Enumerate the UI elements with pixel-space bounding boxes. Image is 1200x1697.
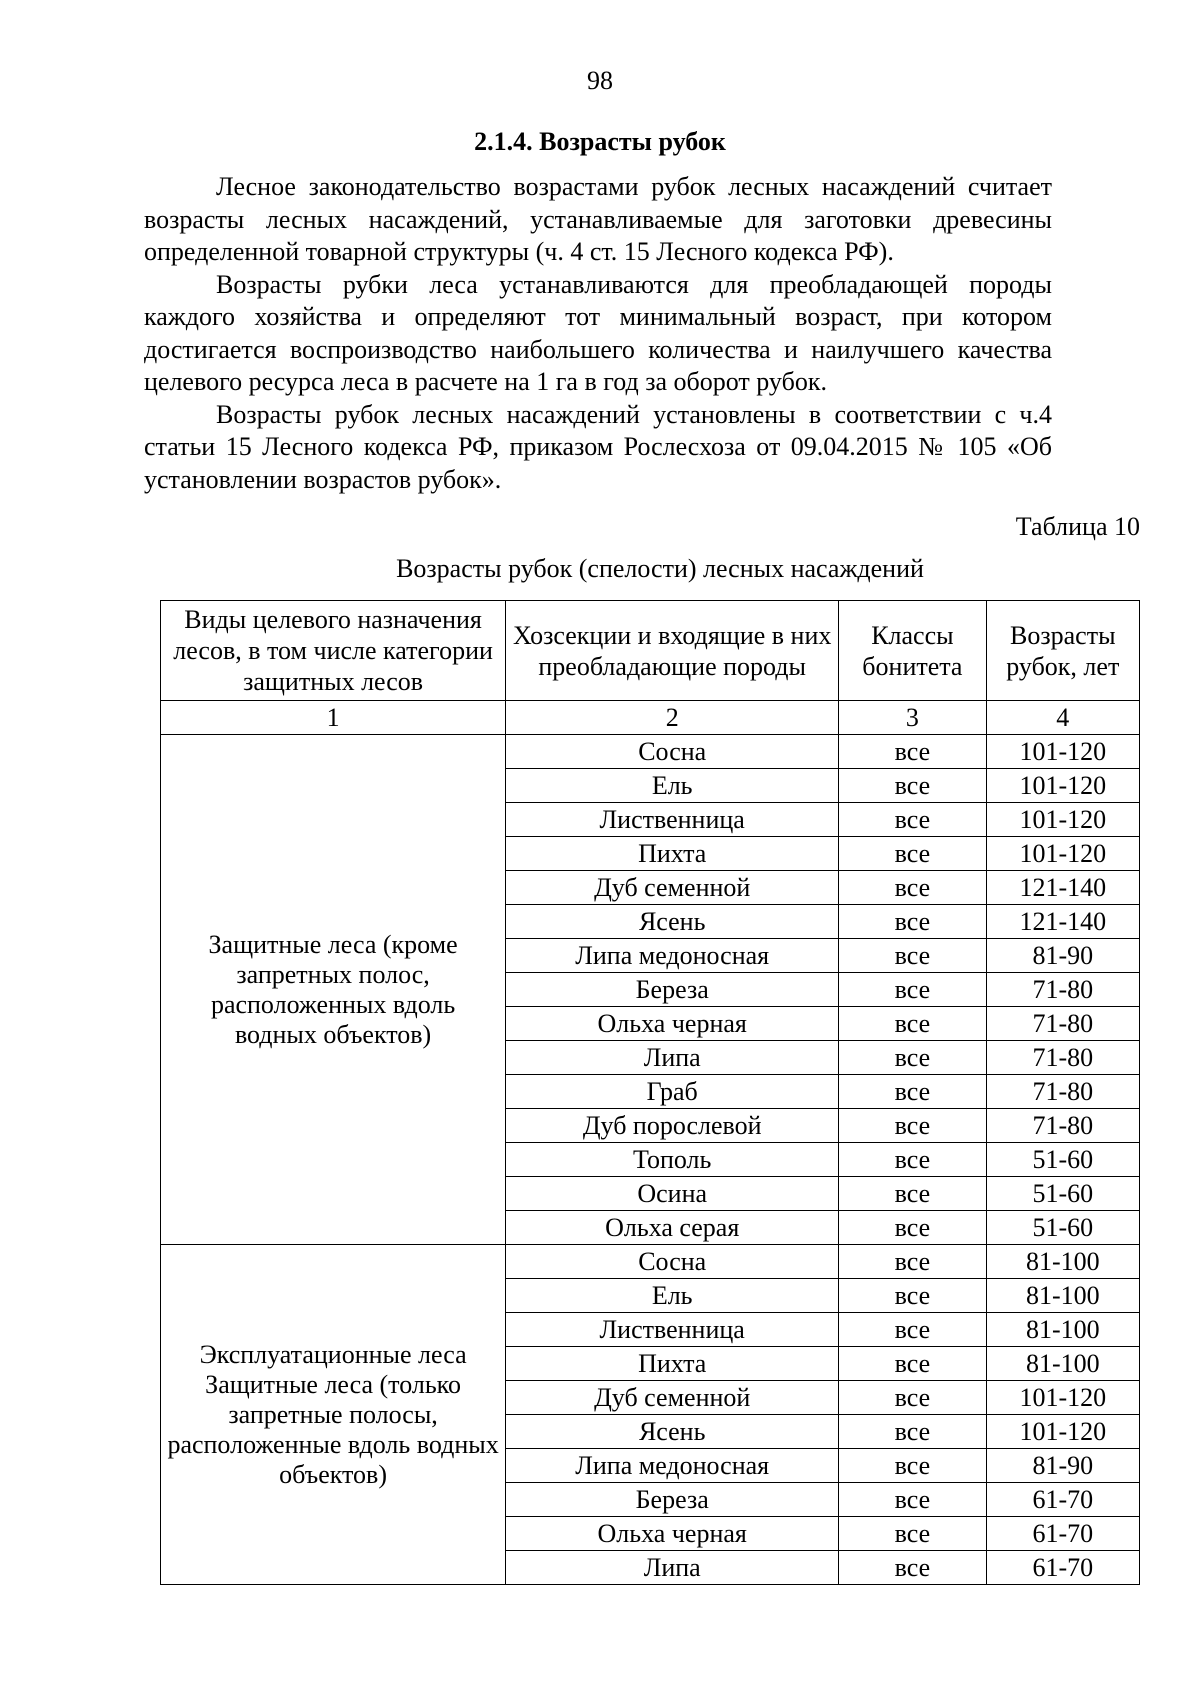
cutting-age-cell: 101-120 [986,1415,1139,1449]
site-class-cell: все [839,1007,986,1041]
header-species: Хозсекции и входящие в них преобладающие породы [506,601,839,701]
body-text [144,171,1052,496]
site-class-cell: все [839,1211,986,1245]
cutting-age-cell: 101-120 [986,769,1139,803]
species-cell: Пихта [506,1347,839,1381]
cutting-age-cell: 51-60 [986,1143,1139,1177]
paragraph-2: Возрасты рубки леса устанавливаются для преобладающей породы каждого хозяйства и определяют тот минимальный возраст, при котором достигается воспроизводство наибольшего количества и наилучшего качества целевого ресурса леса в расчете на 1 га в год за оборот рубок. [144,269,1052,396]
table-body [161,735,1140,1585]
cutting-age-cell: 51-60 [986,1177,1139,1211]
cutting-age-cell: 101-120 [986,803,1139,837]
species-cell: Дуб семенной [506,1381,839,1415]
site-class-cell: все [839,871,986,905]
column-number: 2 [506,701,839,735]
column-number: 4 [986,701,1139,735]
species-cell: Граб [506,1075,839,1109]
cutting-age-cell: 71-80 [986,1041,1139,1075]
species-cell: Дуб порослевой [506,1109,839,1143]
column-number: 3 [839,701,986,735]
species-cell: Береза [506,1483,839,1517]
cutting-age-cell: 121-140 [986,905,1139,939]
page-number: 98 [587,66,613,95]
cutting-age-cell: 61-70 [986,1551,1139,1585]
cutting-age-cell: 71-80 [986,973,1139,1007]
site-class-cell: все [839,1551,986,1585]
site-class-cell: все [839,1075,986,1109]
site-class-cell: все [839,1313,986,1347]
cutting-age-table [160,600,1140,1585]
species-cell: Лиственница [506,1313,839,1347]
site-class-cell: все [839,1041,986,1075]
species-cell: Ольха серая [506,1211,839,1245]
table-column-numbers-row [161,701,1140,735]
header-forest-purpose: Виды целевого назначения лесов, в том числе категории защитных лесов [161,601,506,701]
species-cell: Осина [506,1177,839,1211]
cutting-age-cell: 81-100 [986,1279,1139,1313]
cutting-age-cell: 61-70 [986,1517,1139,1551]
site-class-cell: все [839,1177,986,1211]
site-class-cell: все [839,769,986,803]
species-cell: Ель [506,1279,839,1313]
cutting-age-cell: 71-80 [986,1075,1139,1109]
site-class-cell: все [839,735,986,769]
section-title: 2.1.4. Возрасты рубок [474,127,726,156]
site-class-cell: все [839,1109,986,1143]
site-class-cell: все [839,1381,986,1415]
cutting-age-cell: 101-120 [986,837,1139,871]
site-class-cell: все [839,939,986,973]
cutting-age-cell: 81-90 [986,1449,1139,1483]
species-cell: Ольха черная [506,1517,839,1551]
cutting-age-cell: 101-120 [986,1381,1139,1415]
species-cell: Липа [506,1041,839,1075]
cutting-age-cell: 61-70 [986,1483,1139,1517]
site-class-cell: все [839,1143,986,1177]
species-cell: Ясень [506,905,839,939]
cutting-age-cell: 71-80 [986,1109,1139,1143]
table-header-row [161,601,1140,701]
cutting-age-cell: 81-100 [986,1347,1139,1381]
cutting-age-cell: 101-120 [986,735,1139,769]
paragraph-1: Лесное законодательство возрастами рубок лесных насаждений считает возрасты лесных насаждений, устанавливаемые для заготовки древесины определенной товарной структуры (ч. 4 ст. 15 Лесного кодекса РФ). [144,172,1052,266]
site-class-cell: все [839,1347,986,1381]
site-class-cell: все [839,1245,986,1279]
cutting-age-cell: 81-90 [986,939,1139,973]
species-cell: Липа медоносная [506,1449,839,1483]
paragraph-3: Возрасты рубок лесных насаждений установлены в соответствии с ч.4 статьи 15 Лесного кодекса РФ, приказом Рослесхоза от 09.04.2015 № 105 «Об установлении возрастов рубок». [144,399,1052,494]
site-class-cell: все [839,1415,986,1449]
cutting-age-cell: 81-100 [986,1245,1139,1279]
site-class-cell: все [839,973,986,1007]
table-row [161,735,1140,769]
column-number: 1 [161,701,506,735]
species-cell: Ольха черная [506,1007,839,1041]
table-row [161,1245,1140,1279]
species-cell: Тополь [506,1143,839,1177]
cutting-age-cell: 71-80 [986,1007,1139,1041]
header-cutting-age: Возрасты рубок, лет [986,601,1139,701]
site-class-cell: все [839,1517,986,1551]
site-class-cell: все [839,1449,986,1483]
site-class-cell: все [839,1483,986,1517]
cutting-age-cell: 121-140 [986,871,1139,905]
site-class-cell: все [839,1279,986,1313]
species-cell: Липа медоносная [506,939,839,973]
header-site-class: Классы бонитета [839,601,986,701]
table-caption: Возрасты рубок (спелости) лесных насаждений [396,554,924,583]
site-class-cell: все [839,905,986,939]
cutting-age-cell: 51-60 [986,1211,1139,1245]
site-class-cell: все [839,837,986,871]
species-cell: Лиственница [506,803,839,837]
forest-purpose-group: Эксплуатационные леса Защитные леса (только запретные полосы, расположенные вдоль водных объектов) [161,1245,506,1585]
species-cell: Липа [506,1551,839,1585]
cutting-age-cell: 81-100 [986,1313,1139,1347]
species-cell: Ель [506,769,839,803]
species-cell: Дуб семенной [506,871,839,905]
table-label: Таблица 10 [1015,512,1140,541]
species-cell: Пихта [506,837,839,871]
forest-purpose-group: Защитные леса (кроме запретных полос, расположенных вдоль водных объектов) [161,735,506,1245]
species-cell: Сосна [506,1245,839,1279]
species-cell: Сосна [506,735,839,769]
species-cell: Береза [506,973,839,1007]
species-cell: Ясень [506,1415,839,1449]
site-class-cell: все [839,803,986,837]
